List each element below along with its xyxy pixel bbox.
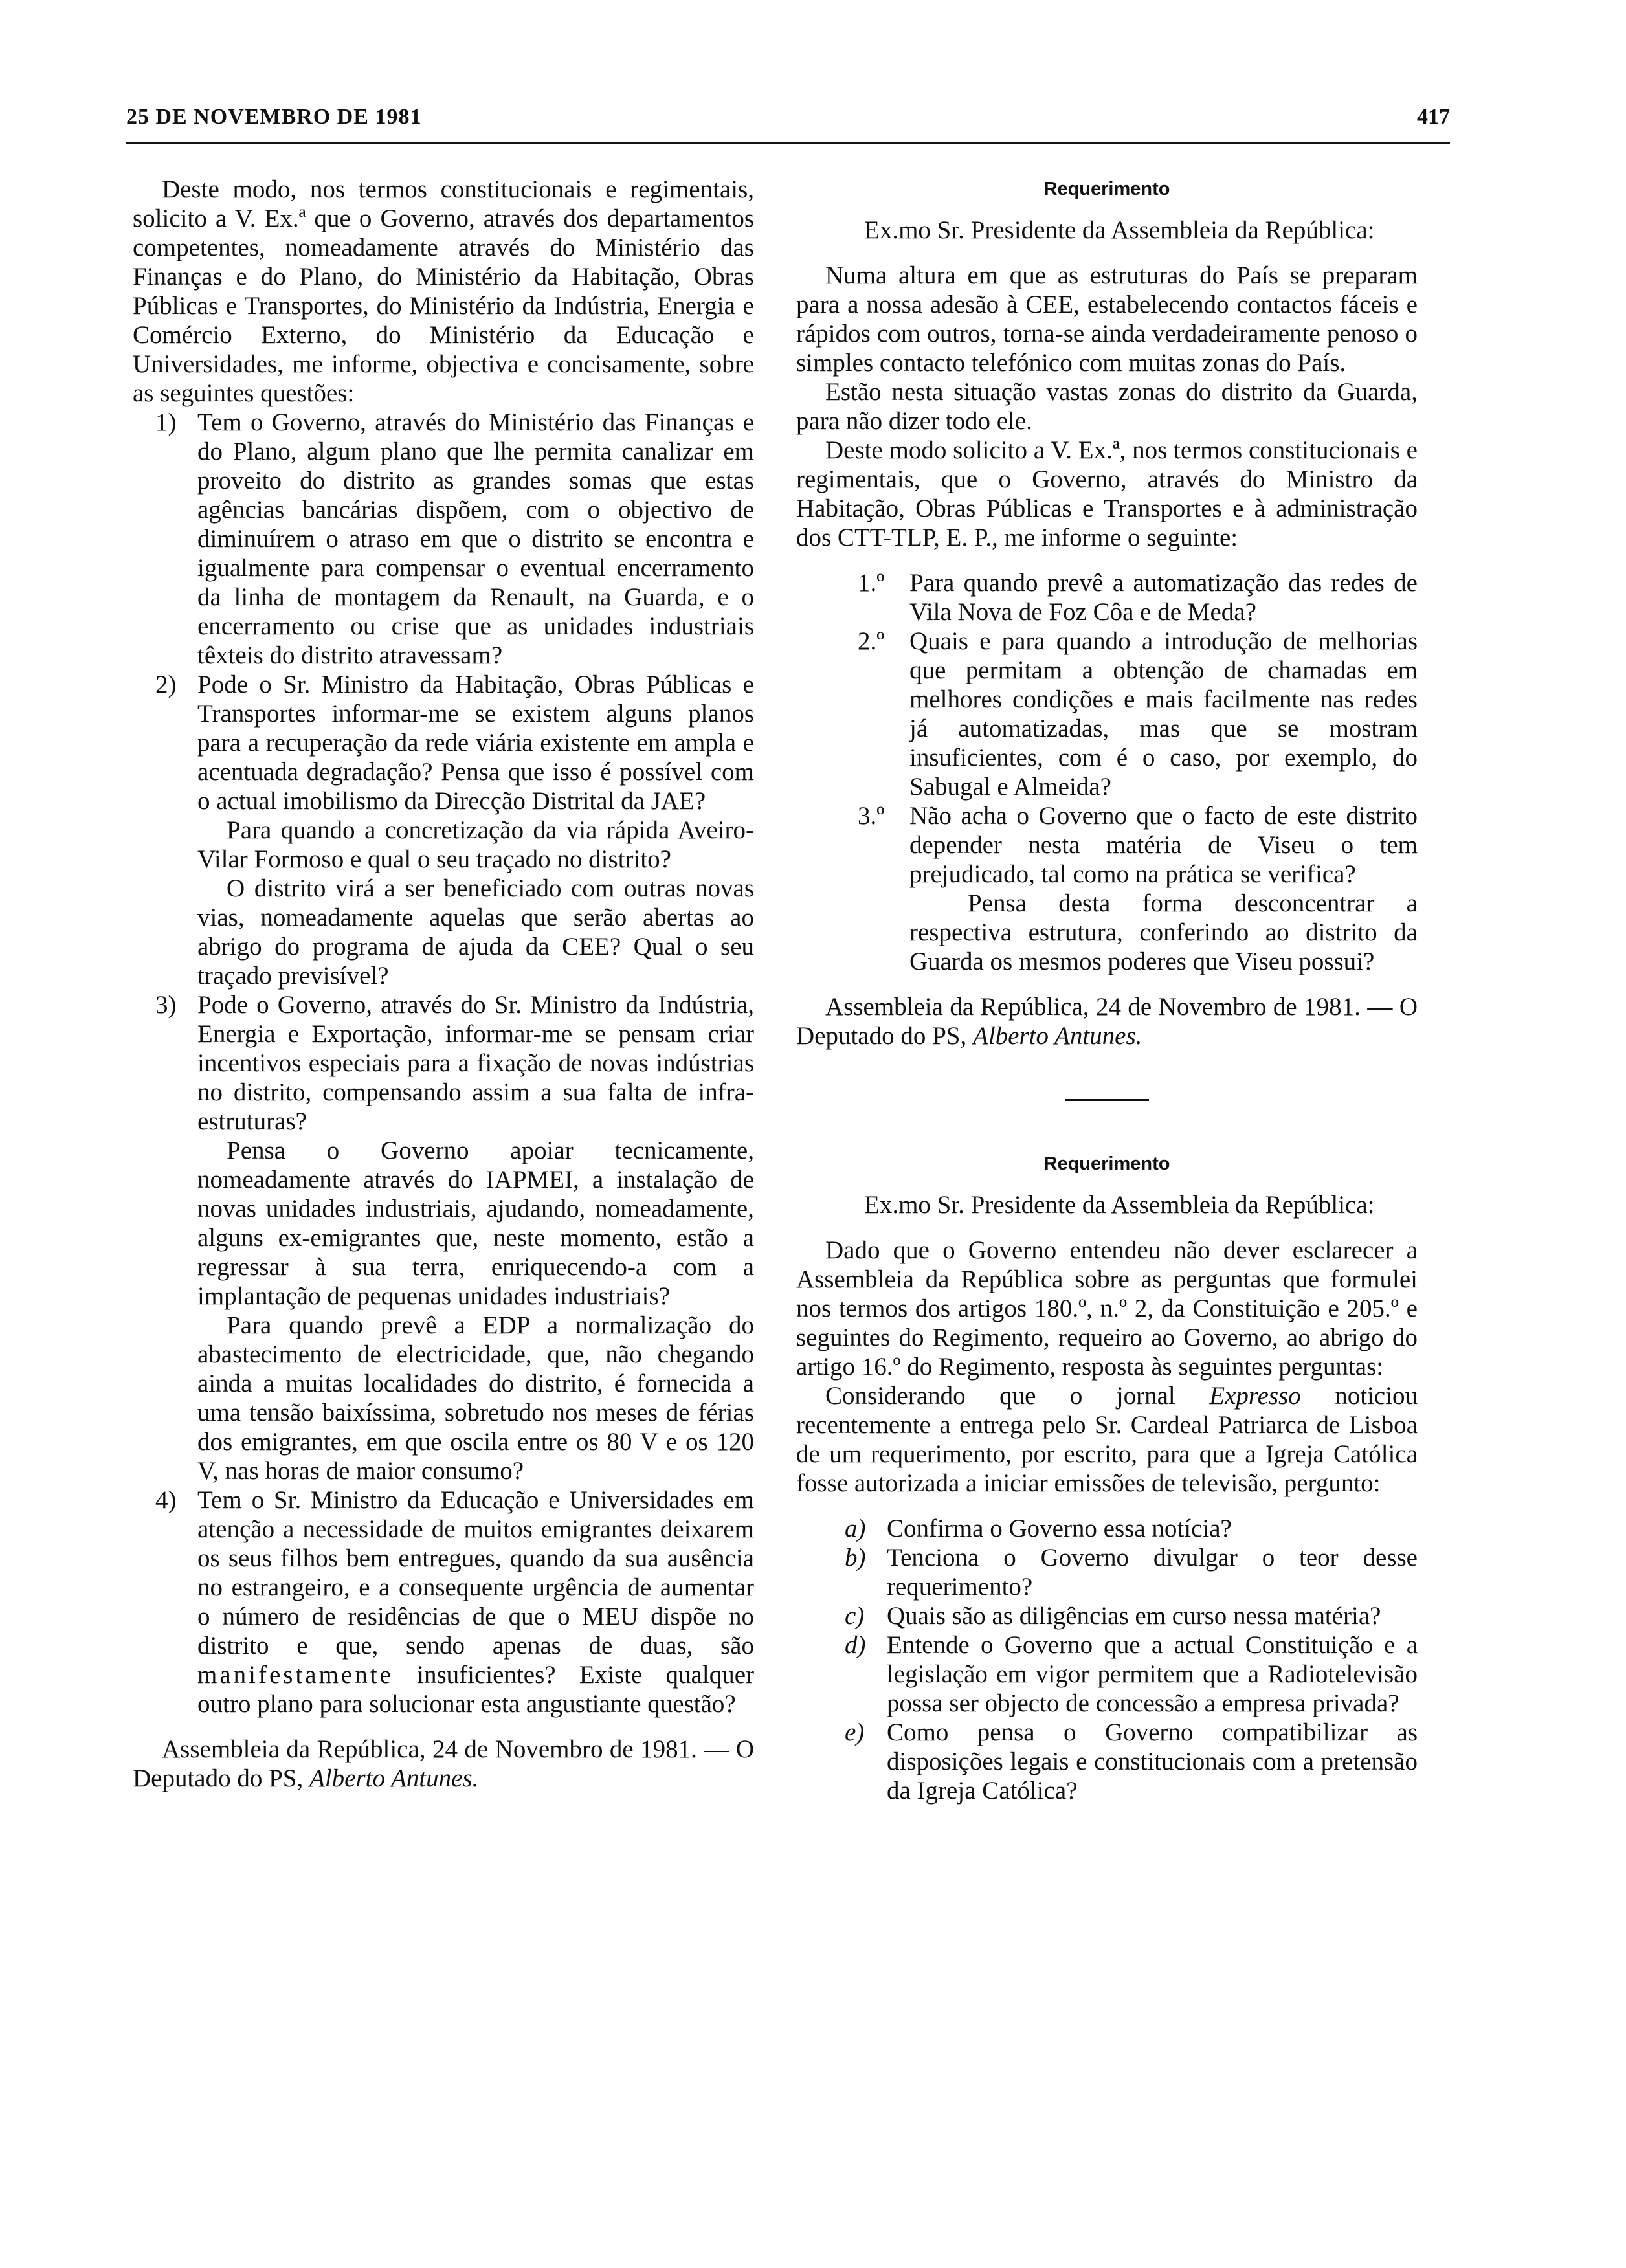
item-number: 3) [155, 991, 177, 1019]
item-text: Não acha o Governo que o facto de este distrito depender nesta matéria de Viseu o tem prejudicado, tal como na prática se verifica? [909, 802, 1418, 888]
page-header [126, 104, 1450, 144]
item-number: 1) [155, 408, 177, 436]
question-item [796, 568, 1418, 627]
question-item [133, 670, 754, 990]
item-text: Pode o Sr. Ministro da Habitação, Obras Públicas e Transportes informar-me se existem alguns planos para a recuperação da rede viária existente em ampla e acentuada degradação? Pensa que isso é possível com o actual imobilismo da Direcção Distrital da JAE? [197, 671, 754, 815]
signature-prefix: Assembleia da República, 24 de Novembro de 1981. — O Deputado do PS, [796, 993, 1418, 1050]
item-continuation: Para quando prevê a EDP a normalização do abastecimento de electricidade, que, não chegando ainda a muitas localidades do distrito, é fornecida a uma tensão baixíssima, sobretudo nos meses de férias dos emigrantes, em que oscila entre os 80 V e os 120 V, nas horas de maior consumo? [197, 1311, 754, 1485]
paragraph: Numa altura em que as estruturas do País se preparam para a nossa adesão à CEE, estabelecendo contactos fáceis e rápidos com outros, torna-se ainda verdadeiramente penoso o simples contacto telefónico com muitas zonas do País. [796, 261, 1418, 377]
header-date: 25 DE NOVEMBRO DE 1981 [126, 105, 422, 129]
question-item [796, 627, 1418, 801]
item-letter: e) [845, 1718, 865, 1746]
signature-name: Alberto Antunes. [973, 1022, 1142, 1050]
item-number: 4) [155, 1486, 177, 1514]
left-column [133, 175, 754, 1793]
item-number: 1.º [858, 569, 885, 597]
question-item [796, 1543, 1418, 1601]
item-letter: c) [845, 1602, 865, 1630]
item-continuation: Para quando a concretização da via rápida Aveiro-Vilar Formoso e qual o seu traçado no distrito? [197, 816, 754, 873]
signature-prefix: Assembleia da República, 24 de Novembro de 1981. — O Deputado do PS, [133, 1735, 754, 1792]
right-column [796, 175, 1418, 1805]
signature-name: Alberto Antunes. [309, 1764, 479, 1792]
requerimento-title: Requerimento [1043, 1153, 1170, 1174]
paragraph-before: Considerando que o jornal [825, 1382, 1175, 1410]
item-continuation: Pensa desta forma desconcentrar a respectiva estrutura, conferindo ao distrito da Guarda os mesmos poderes que Viseu possui? [909, 889, 1418, 975]
paragraph: Estão nesta situação vastas zonas do distrito da Guarda, para não dizer todo ele. [796, 378, 1418, 435]
item-letter: a) [845, 1515, 866, 1542]
item-text [197, 1485, 754, 1718]
item-continuation: Pensa o Governo apoiar tecnicamente, nomeadamente através do IAPMEI, a instalação de novas unidades industriais, ajudando, nomeadamente, alguns ex-emigrantes que, neste momento, estão a regressar à sua terra, enriquecendo-a com a implantação de pequenas unidades industriais? [197, 1137, 754, 1310]
item-number: 2.º [858, 627, 885, 655]
newspaper-name: Expresso [1209, 1382, 1301, 1410]
item-text: Para quando prevê a automatização das redes de Vila Nova de Foz Côa e de Meda? [909, 569, 1418, 626]
item-text: Quais e para quando a introdução de melhorias que permitam a obtenção de chamadas em melhores condições e mais facilmente nas redes já automatizadas, mas que se mostram insuficientes, com é o caso, por exemplo, do Sabugal e Almeida? [909, 627, 1418, 801]
item-number: 2) [155, 671, 177, 698]
question-item [796, 1718, 1418, 1805]
salutation: Ex.mo Sr. Presidente da Assembleia da República: [864, 216, 1375, 244]
paragraph: Dado que o Governo entendeu não dever esclarecer a Assembleia da República sobre as perguntas que formulei nos termos dos artigos 180.º, n.º 2, da Constituição e 205.º e seguintes do Regimento, requeiro ao Governo, ao abrigo do artigo 16.º do Regimento, resposta às seguintes perguntas: [796, 1236, 1418, 1381]
intro-paragraph: Deste modo, nos termos constitucionais e regimentais, solicito a V. Ex.ª que o Governo, através dos departamentos competentes, nomeadamente através do Ministério das Finanças e do Plano, do Ministério da Habitação, Obras Públicas e Transportes, do Ministério da Indústria, Energia e Comércio Externo, do Ministério da Educação e Universidades, me informe, objectiva e concisamente, sobre as seguintes questões: [133, 175, 754, 407]
question-item [796, 801, 1418, 976]
item-text: Tenciona o Governo divulgar o teor desse requerimento? [887, 1544, 1418, 1601]
question-item [133, 1485, 754, 1718]
question-item [796, 1514, 1418, 1543]
item-text: Quais são as diligências em curso nessa matéria? [887, 1602, 1381, 1630]
item-text: Confirma o Governo essa notícia? [887, 1515, 1232, 1542]
item-text: Como pensa o Governo compatibilizar as disposições legais e constitucionais com a pretensão da Igreja Católica? [887, 1718, 1418, 1805]
item-text: Entende o Governo que a actual Constituição e a legislação em vigor permitem que a Radiotelevisão possa ser objecto de concessão a empresa privada? [887, 1631, 1418, 1717]
section-divider [1065, 1099, 1149, 1101]
item-letter: d) [845, 1631, 866, 1659]
item-text-before: Tem o Sr. Ministro da Educação e Universidades em atenção a necessidade de muitos emigrantes deixarem os seus filhos bem entregues, quando da sua ausência no estrangeiro, e a consequente urgência de aumentar o número de residências de que o MEU dispõe no distrito e que, sendo apenas de duas, são [197, 1486, 754, 1660]
question-item [796, 1601, 1418, 1630]
question-item [133, 990, 754, 1485]
item-text-spaced: manifestamente [197, 1661, 394, 1689]
item-letter: b) [845, 1544, 866, 1572]
item-continuation: O distrito virá a ser beneficiado com outras novas vias, nomeadamente aquelas que serão abertas ao abrigo do programa de ajuda da CEE? Qual o seu traçado previsível? [197, 874, 754, 990]
paragraph [796, 1381, 1418, 1498]
signature-line [796, 992, 1418, 1051]
requerimento-title: Requerimento [1043, 179, 1170, 199]
salutation: Ex.mo Sr. Presidente da Assembleia da República: [864, 1191, 1375, 1219]
paragraph-after: noticiou recentemente a entrega pelo Sr. Cardeal Patriarca de Lisboa de um requerimento, por escrito, para que a Igreja Católica fosse autorizada a iniciar emissões de televisão, pergunto: [796, 1382, 1418, 1497]
question-item [796, 1630, 1418, 1718]
question-item [133, 408, 754, 670]
item-text: Tem o Governo, através do Ministério das Finanças e do Plano, algum plano que lhe permita canalizar em proveito do distrito as grandes somas que estas agências bancárias dispõem, com o objectivo de diminuírem o atraso em que o distrito se encontra e igualmente para compensar o eventual encerramento da linha de montagem da Renault, na Guarda, e o encerramento ou crise que as unidades industriais têxteis do distrito atravessam? [197, 408, 754, 669]
page-number: 417 [1417, 105, 1450, 129]
paragraph: Deste modo solicito a V. Ex.ª, nos termos constitucionais e regimentais, que o Governo, através do Ministro da Habitação, Obras Públicas e Transportes e à administração dos CTT-TLP, E. P., me informe o seguinte: [796, 436, 1418, 551]
item-text-after: insuficientes? Existe qualquer outro plano para solucionar esta angustiante questão? [197, 1661, 754, 1718]
signature-line [133, 1735, 754, 1793]
item-number: 3.º [858, 802, 885, 830]
item-text: Pode o Governo, através do Sr. Ministro da Indústria, Energia e Exportação, informar-me se pensam criar incentivos especiais para a fixação de novas indústrias no distrito, compensando assim a sua falta de infra-estruturas? [197, 991, 754, 1135]
